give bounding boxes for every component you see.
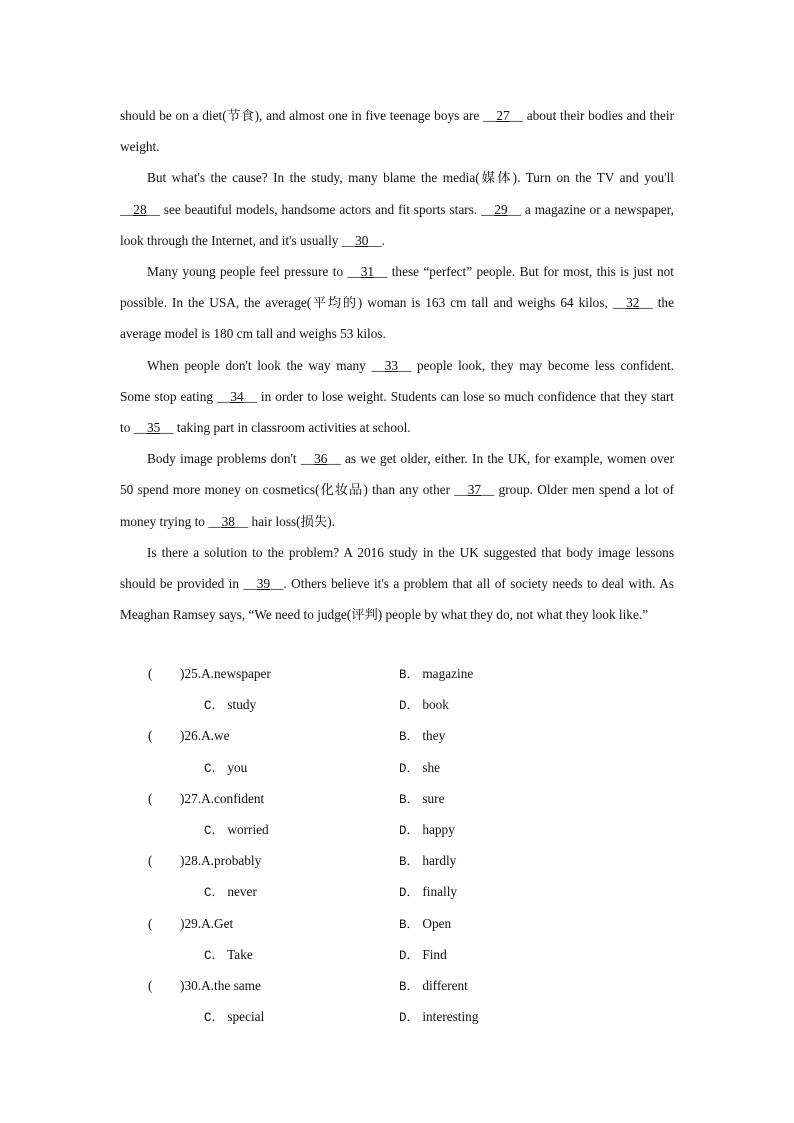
passage-paragraph: [120, 100, 674, 162]
question-option-c[interactable]: [204, 814, 269, 847]
blank-underline: __: [507, 201, 521, 217]
question-option-a[interactable]: )25.A.newspaper: [180, 666, 271, 681]
blank-number: 29: [494, 201, 508, 217]
passage-text: hair loss(损失).: [248, 513, 335, 529]
answer-blank[interactable]: [342, 233, 382, 248]
question-option-c[interactable]: [204, 752, 247, 785]
passage-text: about their bodies and their weight.: [120, 108, 675, 155]
question-option-d[interactable]: [399, 939, 447, 972]
blank-underline: __: [146, 201, 160, 217]
question-row: [148, 814, 648, 845]
answer-blank[interactable]: [208, 514, 248, 529]
blank-underline: __: [368, 232, 382, 248]
blank-number: 36: [314, 451, 328, 467]
answer-bracket[interactable]: (: [148, 853, 153, 869]
option-letter: B．: [399, 792, 420, 807]
question-number: 25: [184, 666, 198, 681]
answer-blank[interactable]: [454, 482, 494, 497]
option-text: worried: [227, 821, 269, 837]
passage-paragraph: [120, 443, 674, 537]
blank-underline: __: [270, 576, 284, 592]
question-option-a[interactable]: )29.A.Get: [180, 915, 234, 931]
option-letter: A.: [201, 790, 214, 806]
blank-underline: __: [160, 420, 174, 436]
option-letter: B．: [399, 730, 420, 745]
answer-blank[interactable]: [481, 202, 521, 217]
passage-text: Is there a solution to the problem? A 2016 study in the UK suggested that body image lessons should be provided in: [120, 544, 674, 592]
option-letter: A.: [201, 853, 214, 869]
answer-blank[interactable]: [483, 108, 523, 123]
answer-bracket[interactable]: (: [148, 790, 153, 806]
option-text: they: [422, 728, 446, 744]
question-number: 28: [184, 853, 198, 869]
question-option-c[interactable]: [204, 876, 257, 909]
blank-underline: __: [243, 576, 257, 592]
blank-underline: __: [612, 295, 627, 311]
option-letter: C．: [204, 823, 225, 838]
question-row: [148, 939, 648, 970]
option-text: hardly: [422, 853, 457, 869]
answer-blank[interactable]: [301, 451, 341, 466]
blank-number: 35: [146, 420, 161, 436]
blank-underline: __: [217, 388, 231, 404]
option-letter: C．: [204, 1011, 225, 1026]
answer-blank[interactable]: [134, 420, 174, 435]
question-option-b[interactable]: [399, 908, 451, 941]
answer-bracket[interactable]: (: [148, 977, 153, 993]
option-text: special: [227, 1009, 265, 1025]
answer-blank[interactable]: [120, 202, 160, 217]
option-text: Get: [214, 915, 234, 931]
answer-bracket[interactable]: (: [148, 666, 153, 681]
question-option-d[interactable]: [399, 814, 455, 847]
blank-underline: __: [300, 451, 315, 467]
option-text: you: [227, 759, 248, 775]
blank-underline: __: [133, 420, 147, 436]
blank-underline: __: [509, 108, 523, 123]
passage-paragraph: [120, 537, 674, 631]
question-option-d[interactable]: [399, 689, 449, 722]
passage-text: these “perfect” people. But for most, this is just not possible. In the USA, the average(平均的) woman is 163 cm tall and weighs 64 kilos,: [120, 264, 674, 311]
option-text: Take: [227, 946, 253, 962]
option-text: newspaper: [214, 666, 271, 681]
question-option-a[interactable]: )27.A.confident: [180, 790, 265, 806]
option-text: never: [227, 884, 257, 900]
option-text: Open: [422, 915, 452, 931]
option-text: probably: [214, 853, 262, 869]
passage-text: But what's the cause? In the study, many blame the media(媒体). Turn on the TV and you'll: [147, 170, 674, 186]
answer-blank[interactable]: [347, 264, 387, 279]
option-letter: C．: [204, 699, 225, 714]
blank-number: 37: [467, 482, 481, 498]
passage-paragraph: [120, 162, 674, 256]
question-number: 30: [184, 977, 198, 993]
option-text: magazine: [422, 666, 474, 681]
option-letter: B．: [399, 855, 420, 870]
answer-blank[interactable]: [371, 358, 411, 373]
question-option-c[interactable]: [204, 689, 256, 722]
question-row: [148, 658, 648, 689]
blank-underline: __: [639, 295, 653, 311]
passage-paragraph: [120, 350, 674, 444]
blank-underline: __: [208, 513, 222, 529]
option-letter: A.: [201, 915, 214, 931]
option-letter: A.: [201, 666, 214, 681]
question-option-c[interactable]: [204, 1001, 264, 1034]
question-option-a[interactable]: )30.A.the same: [180, 977, 261, 993]
blank-underline: __: [327, 451, 341, 467]
option-text: interesting: [422, 1009, 479, 1025]
blank-number: 27: [496, 108, 510, 123]
question-row: [148, 1001, 648, 1032]
blank-number: 30: [355, 232, 369, 248]
option-text: finally: [422, 884, 458, 900]
blank-number: 28: [133, 201, 147, 217]
question-row: [148, 845, 648, 876]
blank-underline: __: [481, 482, 495, 498]
option-text: confident: [214, 790, 265, 806]
question-option-b[interactable]: [399, 720, 445, 753]
question-row: [148, 970, 648, 1001]
question-option-d[interactable]: [399, 876, 457, 909]
blank-number: 31: [360, 264, 375, 280]
passage-text: as we get older, either. In the UK, for example, women over 50 spend more money on cosmetics(化妆品) than any other: [120, 451, 674, 498]
option-letter: A.: [201, 977, 214, 993]
blank-underline: __: [483, 108, 497, 123]
question-option-d[interactable]: [399, 1001, 478, 1034]
blank-underline: __: [481, 201, 495, 217]
blank-number: 34: [230, 388, 244, 404]
question-row: [148, 783, 648, 814]
option-text: she: [422, 759, 441, 775]
option-letter: D．: [399, 699, 420, 714]
question-option-b[interactable]: [399, 783, 445, 816]
blank-underline: __: [234, 513, 249, 529]
passage-text: . Others believe it's a problem that all of society needs to deal with. As Meaghan Ramsey says, “We need to judge(评判) people by what they do, not what they look like.”: [120, 576, 675, 623]
question-number: 29: [184, 915, 198, 931]
option-text: the same: [214, 977, 261, 993]
question-row: [148, 876, 648, 907]
question-number: 27: [184, 790, 198, 806]
passage-text: taking part in classroom activities at school.: [173, 420, 411, 436]
option-letter: C．: [204, 886, 225, 901]
blank-underline: __: [454, 482, 468, 498]
option-text: book: [422, 697, 449, 713]
option-letter: B．: [399, 979, 420, 994]
blank-number: 32: [626, 295, 640, 311]
answer-blank[interactable]: [244, 576, 284, 591]
option-text: Find: [422, 946, 447, 962]
blank-number: 38: [221, 513, 235, 529]
question-option-b[interactable]: [399, 658, 473, 691]
passage-paragraph: [120, 256, 674, 350]
passage-text: a magazine or a newspaper, look through the Internet, and it's usually: [120, 201, 674, 248]
question-row: [148, 689, 648, 720]
option-letter: D．: [399, 1011, 420, 1026]
passage-text: .: [381, 232, 385, 248]
question-number: 26: [184, 728, 198, 744]
blank-underline: __: [398, 357, 412, 373]
answer-blank[interactable]: [613, 295, 653, 310]
blank-number: 33: [384, 357, 399, 373]
question-option-a[interactable]: )28.A.probably: [180, 853, 262, 869]
blank-underline: __: [374, 264, 388, 280]
blank-underline: __: [347, 264, 361, 280]
blank-underline: __: [243, 388, 257, 404]
option-letter: D．: [399, 761, 420, 776]
passage-text: Body image problems don't: [147, 451, 301, 467]
option-text: different: [422, 977, 468, 993]
blank-underline: __: [120, 201, 134, 217]
option-text: sure: [422, 790, 445, 806]
passage-text: the average model is 180 cm tall and weighs 53 kilos.: [120, 295, 674, 342]
option-letter: C．: [204, 948, 225, 963]
answer-bracket[interactable]: (: [148, 915, 153, 931]
option-text: study: [227, 697, 257, 713]
passage-text: see beautiful models, handsome actors and fit sports stars.: [159, 201, 482, 217]
passage-text: people look, they may become less confident. Some stop eating: [120, 357, 675, 404]
option-letter: B．: [399, 668, 420, 682]
question-options: [148, 658, 648, 1032]
option-letter: D．: [399, 886, 420, 901]
option-letter: A.: [201, 728, 214, 744]
question-row: [148, 752, 648, 783]
passage-text: in order to lose weight. Students can lose so much confidence that they start to: [120, 388, 674, 436]
question-row: [148, 720, 648, 751]
option-letter: B．: [399, 917, 420, 932]
answer-blank[interactable]: [217, 389, 257, 404]
passage-text: group. Older men spend a lot of money trying to: [120, 482, 674, 529]
passage-text: should be on a diet(节食), and almost one in five teenage boys are: [120, 108, 484, 123]
question-option-b[interactable]: [399, 970, 468, 1003]
option-letter: D．: [399, 823, 420, 838]
question-option-d[interactable]: [399, 752, 440, 785]
option-text: happy: [422, 821, 455, 837]
answer-bracket[interactable]: (: [148, 728, 153, 744]
blank-number: 39: [256, 576, 271, 592]
question-option-a[interactable]: )26.A.we: [180, 728, 230, 744]
question-option-c[interactable]: [204, 939, 253, 972]
passage-text: When people don't look the way many: [147, 357, 372, 373]
blank-underline: __: [371, 357, 385, 373]
option-text: we: [214, 728, 230, 744]
option-letter: C．: [204, 761, 225, 776]
option-letter: D．: [399, 948, 420, 963]
question-option-b[interactable]: [399, 845, 456, 878]
passage: [120, 100, 674, 630]
blank-underline: __: [341, 232, 356, 248]
passage-text: Many young people feel pressure to: [147, 264, 348, 280]
question-row: [148, 908, 648, 939]
